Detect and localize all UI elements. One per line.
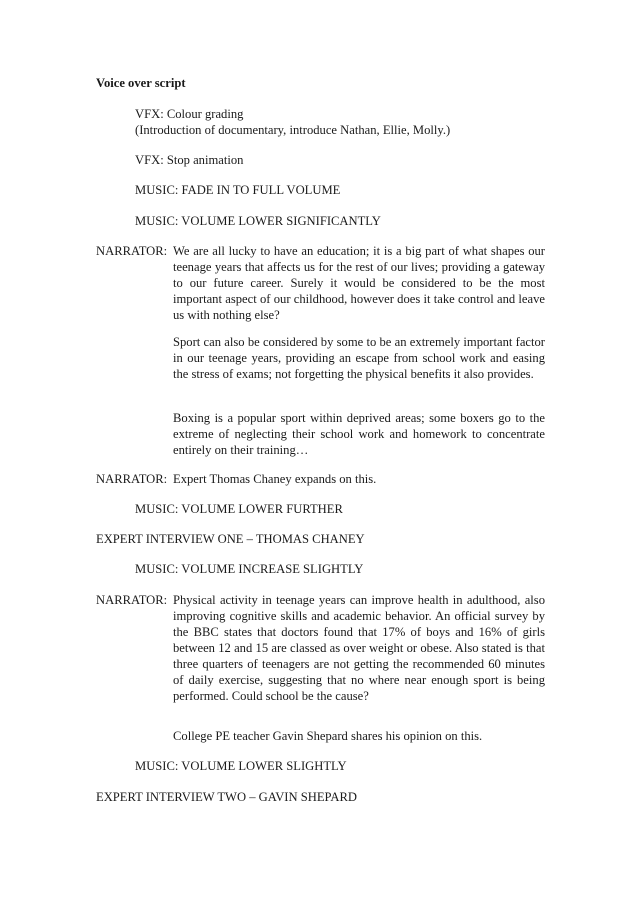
expert-interview-heading: EXPERT INTERVIEW TWO – GAVIN SHEPARD (96, 790, 357, 804)
music-cue-lower-further: MUSIC: VOLUME LOWER FURTHER (135, 502, 343, 516)
narrator-paragraph: Sport can also be considered by some to be an extremely important factor in our teenage years, providing an escape from school work and easing the stress of exams; not forgetting the physical benefits it also provides. (173, 335, 545, 381)
narrator-paragraph: College PE teacher Gavin Shepard shares his opinion on this. (173, 729, 483, 743)
narrator-label: NARRATOR: (96, 244, 168, 258)
narrator-label: NARRATOR: (96, 472, 168, 486)
music-cue-lower-significantly: MUSIC: VOLUME LOWER SIGNIFICANTLY (135, 214, 381, 228)
narrator-label: NARRATOR: (96, 593, 168, 607)
music-cue-increase-slightly: MUSIC: VOLUME INCREASE SLIGHTLY (135, 562, 364, 576)
vfx-stop-animation: VFX: Stop animation (135, 153, 244, 167)
document-title: Voice over script (96, 76, 186, 90)
expert-interview-heading: EXPERT INTERVIEW ONE – THOMAS CHANEY (96, 532, 365, 546)
music-cue-lower-slightly: MUSIC: VOLUME LOWER SLIGHTLY (135, 759, 347, 773)
vfx-colour-grading: VFX: Colour grading (135, 107, 244, 121)
intro-note: (Introduction of documentary, introduce Nathan, Ellie, Molly.) (135, 123, 451, 137)
narrator-paragraph: Physical activity in teenage years can improve health in adulthood, also improving cognitive skills and academic behavior. An official survey by the BBC states that doctors found that 17% of boys and 16% of girls between 12 and 15 are classed as over weight or obese. Also stated is that three quarters of teenagers are not getting the recommended 60 minutes of daily exercise, suggesting that no where near enough sport is being performed. Could school be the cause? (173, 593, 545, 703)
music-cue-fade-in: MUSIC: FADE IN TO FULL VOLUME (135, 183, 341, 197)
narrator-paragraph: We are all lucky to have an education; it is a big part of what shapes our teenage years that affects us for the rest of our lives; providing a gateway to our future career. Surely it would be considered to be the most important aspect of our childhood, however does it take control and leave us with nothing else? (173, 244, 545, 322)
narrator-paragraph: Boxing is a popular sport within deprived areas; some boxers go to the extreme of neglecting their school work and homework to concentrate entirely on their training… (173, 411, 545, 457)
narrator-paragraph: Expert Thomas Chaney expands on this. (173, 472, 377, 486)
